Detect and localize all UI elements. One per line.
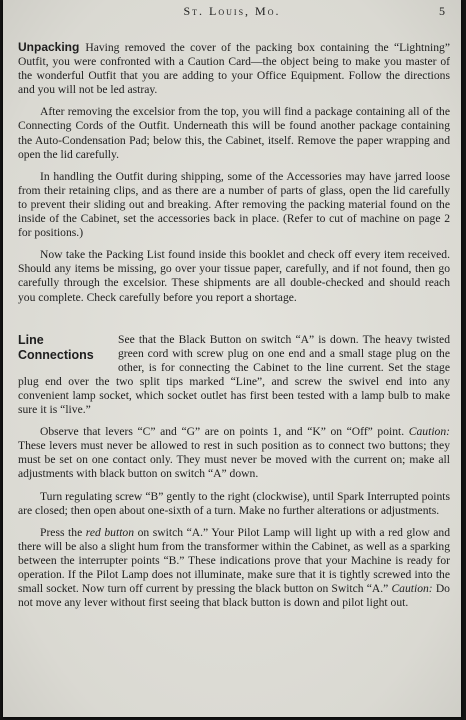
section-gap [18,313,450,333]
line-connections-section [18,333,450,611]
line-connections-heading [18,333,110,363]
line-connections-paragraph-4 [18,526,450,611]
line-connections-paragraph-1: See that the Black Button on switch “A” is down. The heavy twisted green cord with screw plug on one end and a small stage plug on the other, is for connecting the Cabinet to the line current. Set the stage plug end over the two split tips marked “Line”, and screw the swivel end into any convenient lamp socket, which socket outlet has first been tested with a lamp bulb to make sure it is “live.” [18,332,450,417]
line-connections-heading-line-2: Connections [18,347,94,362]
unpacking-paragraph-1-text: Having removed the cover of the packing box containing the “Lightning” Outfit, you were confronted with a Caution Card—the object being to make you master of the wonderful Outfit that you are adding to your Office Equipment. Follow the directions and you will not be led astray. [18,41,450,97]
running-head [3,4,461,18]
line-connections-paragraph-2-start: Observe that levers “C” and “G” are on points 1, and “K” on “Off” point. [40,425,405,439]
caution-label: Caution: [391,582,433,596]
unpacking-paragraph-3: In handling the Outfit during shipping, some of the Accessories may have jarred loose from their retaining clips, and as there are a number of parts of glass, open the lid carefully to prevent their sliding out and breaking. After removing the packing material found on the inside of the Cabinet, set the accessories back in place. (Refer to cut of machine on page 2 for positions.) [18,169,450,240]
unpacking-paragraph-4: Now take the Packing List found inside this booklet and check off every item received. Should any items be missing, go over your tissue paper, carefully, and if not found, then go carefully through the excelsior. These shipments are all double-checked and should reach you complete. Check carefully before you report a shortage. [18,248,450,304]
running-head-title: St. Louis, Mo. [183,4,281,18]
line-connections-paragraph-2-end: These levers must never be allowed to rest in such position as to connect two buttons; they must be set on one contact only. They must never be moved with the current on; make all adjustments with black button on switch “A” down. [18,439,450,481]
line-connections-heading-line-1: Line [18,332,44,347]
unpacking-heading: Unpacking [18,40,80,54]
line-connections-paragraph-4-middle: on switch “A.” Your Pilot Lamp will light up with a red glow and there will be also a slight hum from the transformer within the Cabinet, as well as a sparking between the interrupter points “B.” These indications prove that your Machine is ready for operation. If the Pilot Lamp does not illuminate, make sure that it is tightly screwed into the small socket. Now turn off current by pressing the black button on Switch “A.” [18,525,450,596]
red-button-text: red button [85,525,135,539]
line-connections-paragraph-2 [18,425,450,481]
caution-label: Caution: [408,425,450,439]
unpacking-paragraph-1 [18,40,450,97]
line-connections-paragraph-4-end: Do not move any lever without first seeing that black button is down and pilot light out. [18,582,450,610]
line-connections-paragraph-3: Turn regulating screw “B” gently to the right (clockwise), until Spark Interrupted points are closed; then open about one-sixth of a turn. Make no further alterations or adjustments. [18,489,450,517]
book-page [3,0,461,717]
unpacking-paragraph-2: After removing the excelsior from the top, you will find a package containing all of the Connecting Cords of the Outfit. Underneath this will be found another package containing the Auto-Condensation Pad; below this, the Cabinet, itself. Remove the paper wrapping and open the lid carefully. [18,105,450,161]
body-text [18,40,450,618]
line-connections-paragraph-4-start: Press the [40,525,83,539]
page-number: 5 [439,4,445,18]
